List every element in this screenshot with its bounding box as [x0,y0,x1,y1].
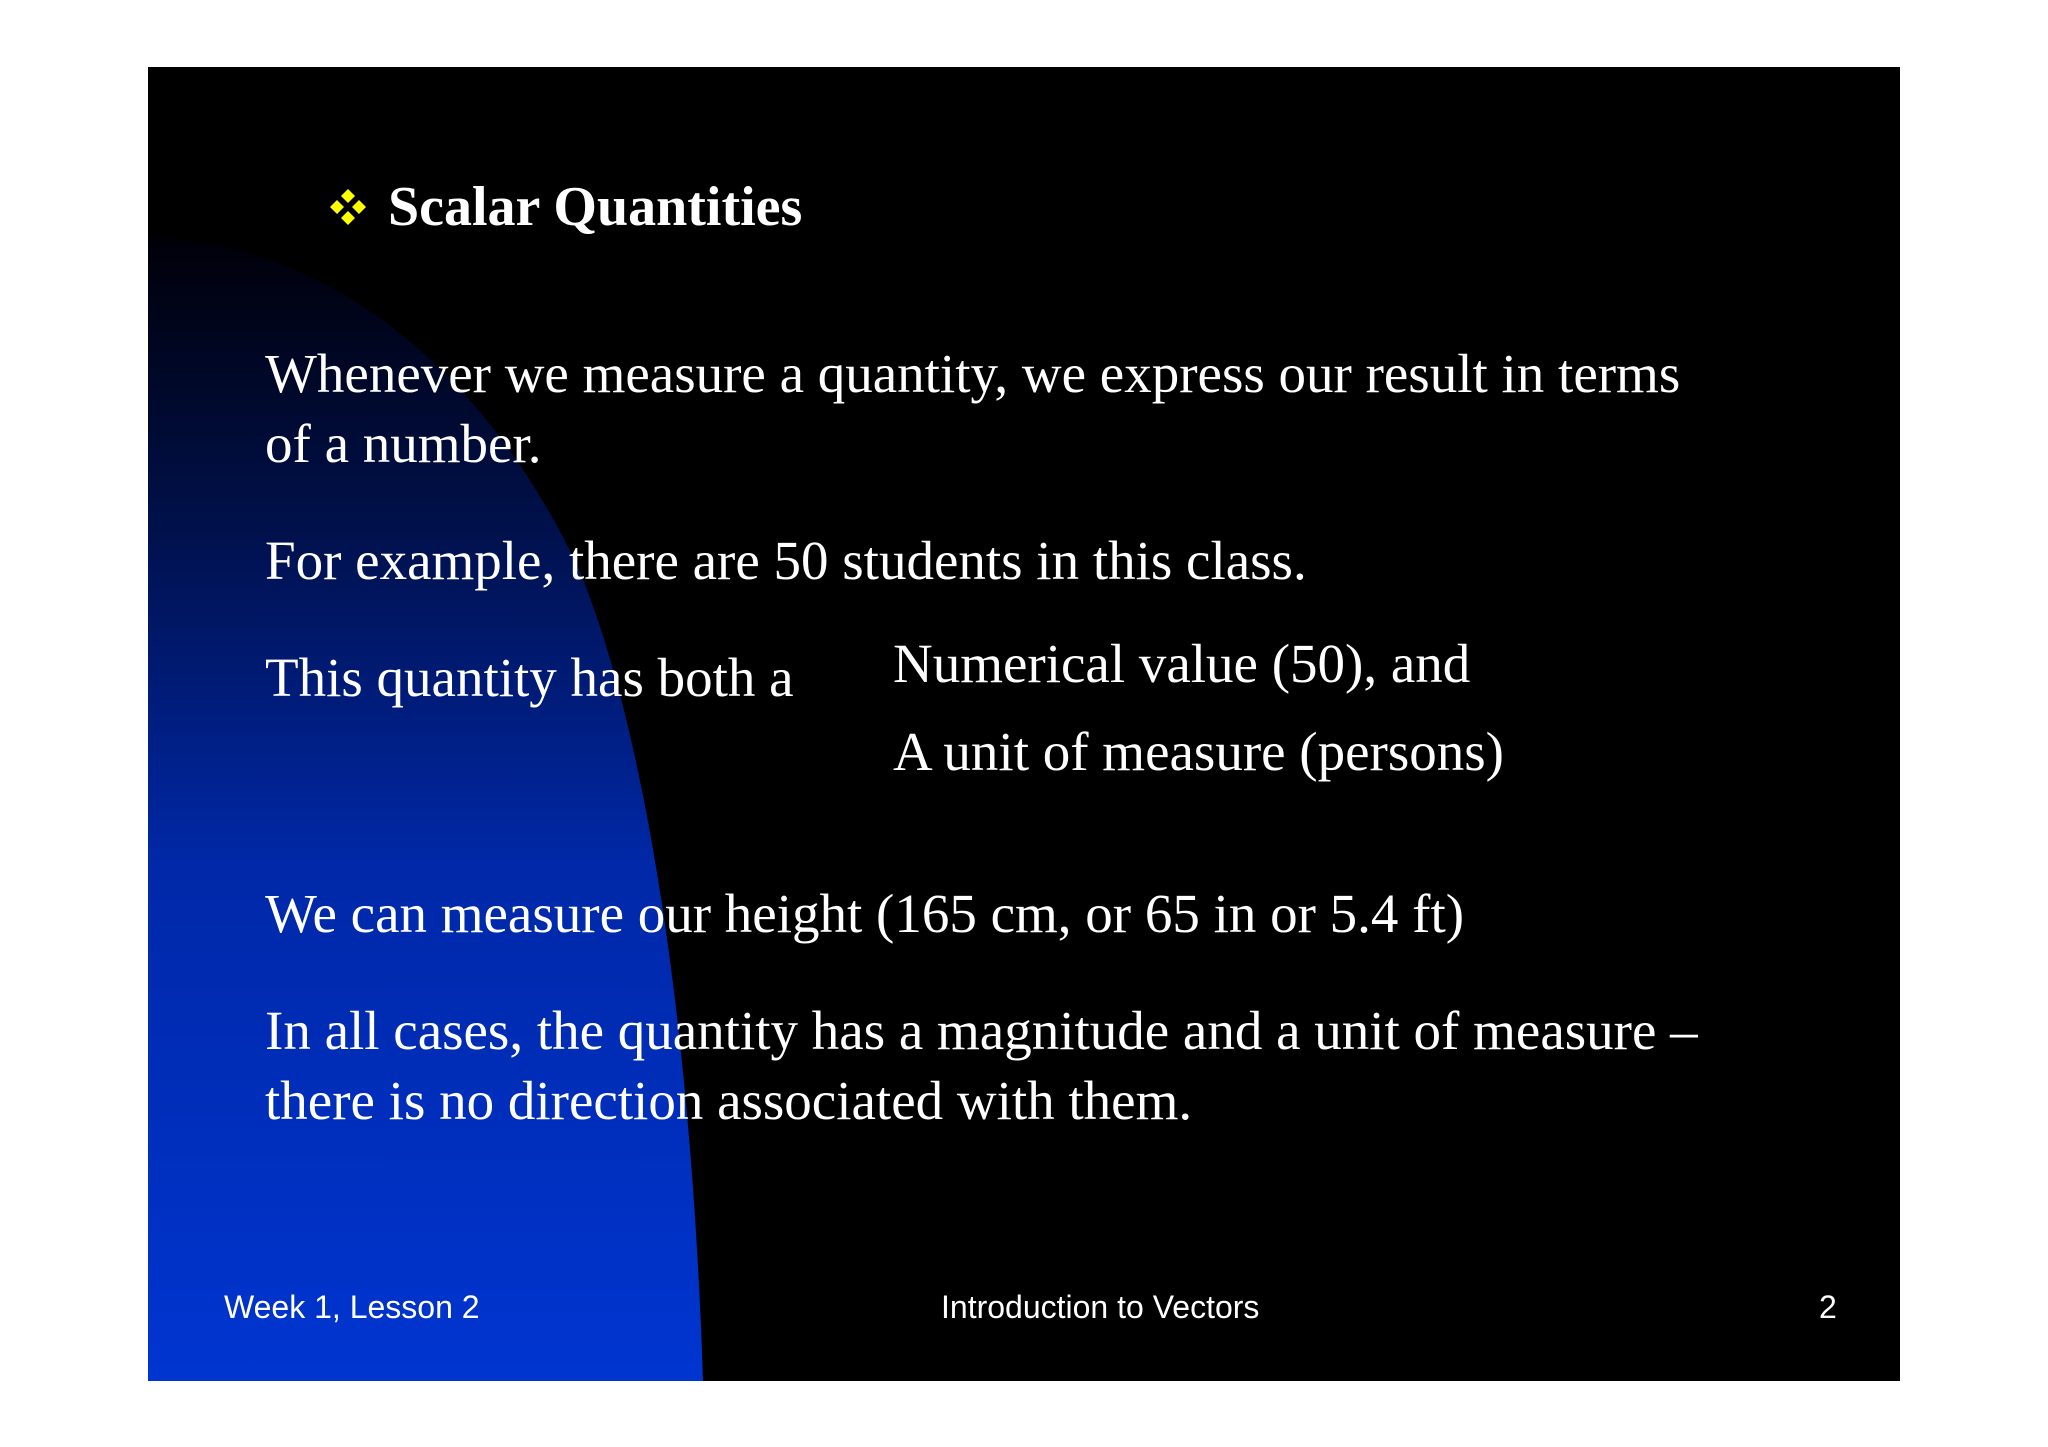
paragraph-3-item-numerical-value: Numerical value (50), and [893,633,1471,694]
slide-title-text: Scalar Quantities [388,176,803,238]
footer-page-number: 2 [1819,1289,1837,1325]
paragraph-1-line-2: of a number. [265,413,542,474]
paragraph-3-item-unit-of-measure: A unit of measure (persons) [893,721,1504,782]
footer-lesson-label: Week 1, Lesson 2 [224,1289,480,1325]
paragraph-5-line-2: there is no direction associated with them. [265,1070,1193,1131]
paragraph-3-lead: This quantity has both a [265,647,794,708]
slide-title [326,175,802,239]
paragraph-1-line-1: Whenever we measure a quantity, we express our result in terms [265,343,1681,404]
paragraph-5-line-1: In all cases, the quantity has a magnitude and a unit of measure – [265,1000,1698,1061]
slide [148,67,1900,1381]
paragraph-2: For example, there are 50 students in this class. [265,530,1307,591]
four-diamond-bullet-icon [326,185,370,229]
paragraph-4: We can measure our height (165 cm, or 65 in or 5.4 ft) [265,883,1465,944]
footer-title: Introduction to Vectors [941,1289,1260,1325]
